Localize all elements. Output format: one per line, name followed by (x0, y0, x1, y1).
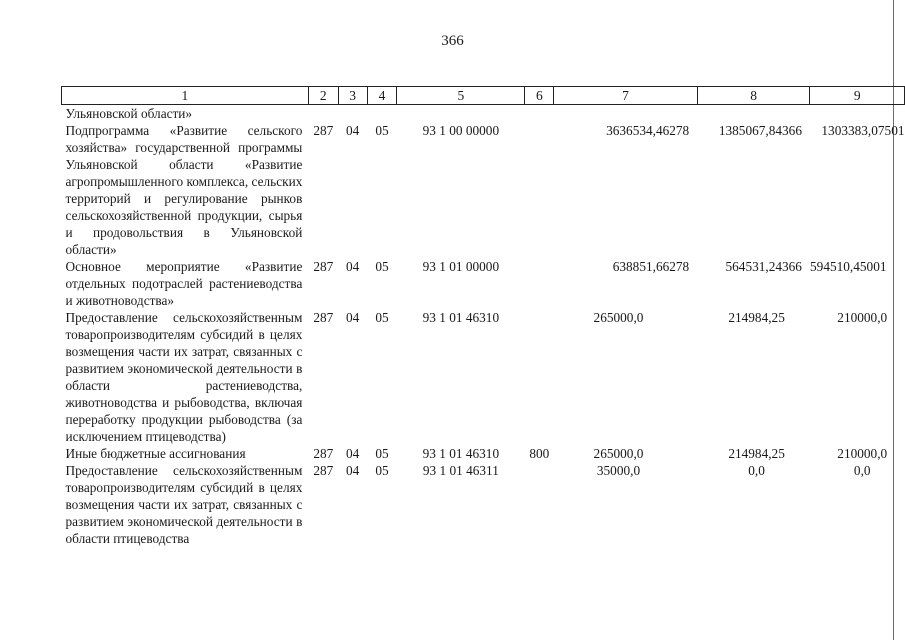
row-value-7 (554, 105, 697, 123)
row-code-2: 287 (313, 446, 334, 461)
row-code-6 (525, 258, 554, 309)
header-row (62, 87, 905, 105)
row-code-2: 287 (313, 259, 334, 274)
row-code-4 (367, 105, 397, 123)
table-row (62, 462, 905, 547)
row-value-7: 265000,0 (593, 446, 644, 461)
row-description: Предоставление сельскохозяйственным товаропроизводителям субсидий в целях возмещения части их затрат, связанных с развитием экономической деятельности в области растениеводства, животноводства и рыбоводства, включая переработку продукции рыбоводства (за исключением птицеводства) (65, 310, 303, 444)
row-value-8: 564531,24366 (725, 259, 802, 274)
row-code-3: 04 (346, 463, 360, 478)
row-value-8: 214984,25 (728, 446, 785, 461)
row-value-7: 265000,0 (593, 310, 644, 325)
row-code-6 (525, 105, 554, 123)
row-code-4: 05 (375, 310, 389, 325)
row-description: Основное мероприятие «Развитие отдельных подотраслей растениеводства и животноводства» (65, 259, 303, 308)
table-row (62, 258, 905, 309)
header-cell-8: 8 (697, 87, 810, 105)
row-code-5 (397, 105, 525, 123)
header-cell-1: 1 (62, 87, 309, 105)
row-code-5: 93 1 00 00000 (422, 123, 500, 138)
header-cell-2: 2 (308, 87, 338, 105)
row-code-2: 287 (313, 310, 334, 325)
row-description: Ульяновской области» (65, 106, 193, 121)
row-description: Предоставление сельскохозяйственным товаропроизводителям субсидий в целях возмещения части их затрат, связанных с развитием экономической деятельности в области птицеводства (65, 463, 303, 546)
header-cell-6: 6 (525, 87, 554, 105)
row-value-9: 210000,0 (837, 446, 888, 461)
row-code-4: 05 (375, 259, 389, 274)
row-value-8: 214984,25 (728, 310, 785, 325)
row-value-8: 1385067,84366 (718, 123, 802, 138)
header-cell-7: 7 (554, 87, 697, 105)
row-code-2: 287 (313, 463, 334, 478)
table-row (62, 309, 905, 445)
row-code-4: 05 (375, 446, 389, 461)
row-code-6 (525, 309, 554, 445)
row-code-2 (308, 105, 338, 123)
row-value-9: 210000,0 (837, 310, 888, 325)
row-code-3: 04 (346, 123, 360, 138)
row-code-6 (525, 462, 554, 547)
row-code-6 (525, 122, 554, 258)
row-description: Подпрограмма «Развитие сельского хозяйства» государственной программы Ульяновской области «Развитие агропромышленного комплекса, сельских территорий и регулирование рынков сельскохозяйственной продукции, сырья и продовольствия в Ульяновской области» (65, 123, 303, 257)
budget-table (61, 86, 905, 547)
row-value-9: 594510,45001 (810, 259, 887, 274)
page-number: 366 (441, 33, 464, 49)
row-code-5: 93 1 01 46310 (422, 310, 500, 325)
table-row (62, 105, 905, 123)
row-code-3: 04 (346, 310, 360, 325)
row-description: Иные бюджетные ассигнования (65, 446, 246, 461)
header-cell-3: 3 (338, 87, 367, 105)
row-value-7: 35000,0 (596, 463, 641, 478)
header-cell-5: 5 (397, 87, 525, 105)
table-row (62, 445, 905, 462)
row-code-2: 287 (313, 123, 334, 138)
row-value-9: 0,0 (853, 463, 871, 478)
row-value-7: 638851,66278 (612, 259, 690, 274)
row-code-3: 04 (346, 259, 360, 274)
header-cell-4: 4 (367, 87, 397, 105)
row-value-9: 1303383,07501 (821, 123, 905, 138)
row-code-3: 04 (346, 446, 360, 461)
row-code-4: 05 (375, 463, 389, 478)
row-code-4: 05 (375, 123, 389, 138)
row-code-5: 93 1 01 46310 (422, 446, 500, 461)
row-value-8: 0,0 (748, 463, 765, 478)
row-value-8 (697, 105, 810, 123)
row-code-5: 93 1 01 46311 (422, 463, 499, 478)
row-value-7: 3636534,46278 (606, 123, 690, 138)
table-row (62, 122, 905, 258)
row-code-6: 800 (529, 446, 550, 461)
row-value-9 (810, 105, 905, 123)
row-code-5: 93 1 01 00000 (422, 259, 500, 274)
header-cell-9: 9 (810, 87, 905, 105)
row-code-3 (338, 105, 367, 123)
